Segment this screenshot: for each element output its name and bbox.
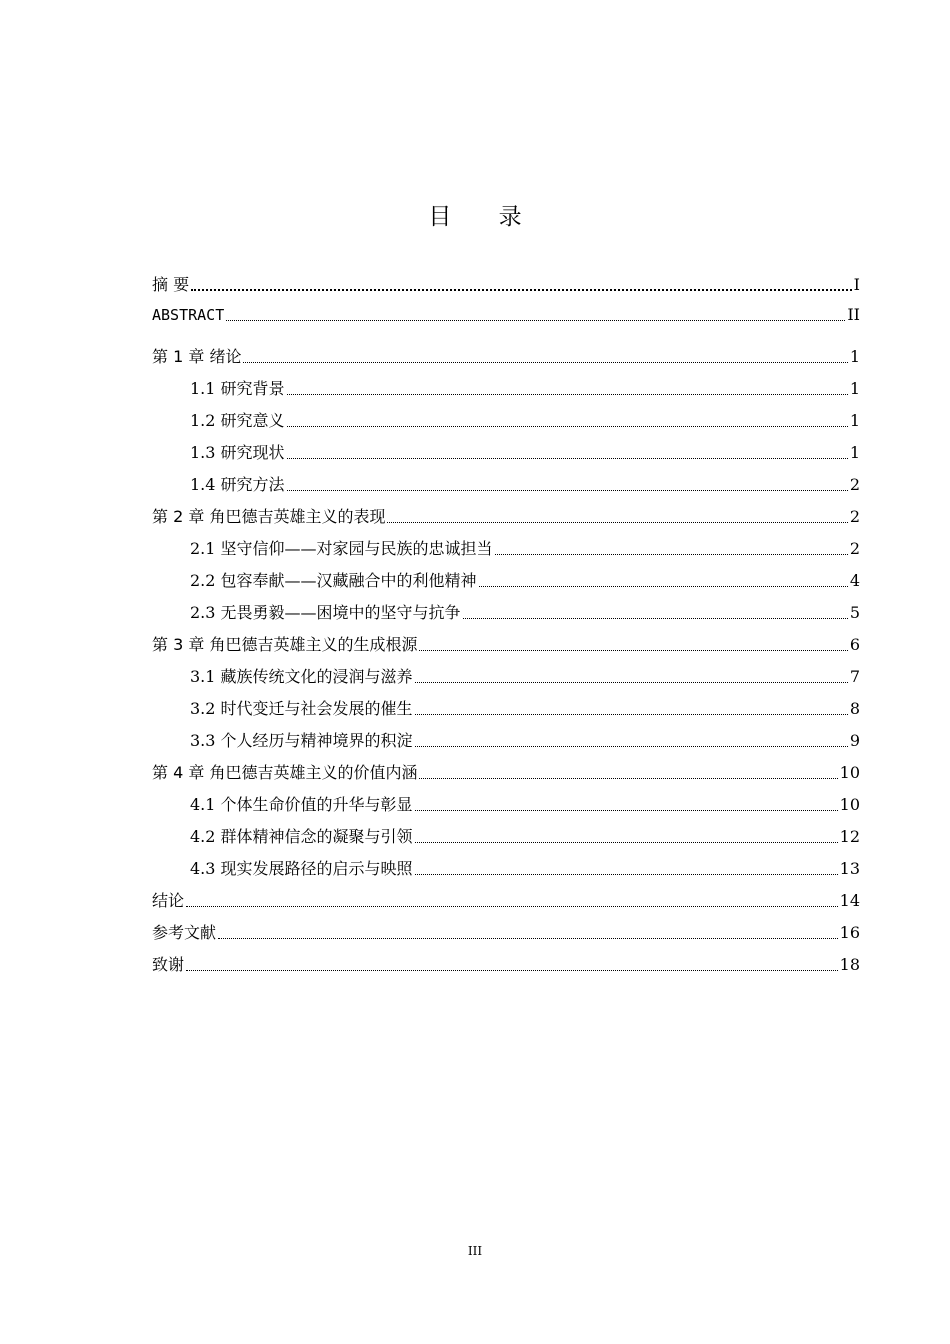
toc-leader-dots [186,970,838,971]
toc-entry-title: 4.3 现实发展路径的启示与映照 [190,859,413,878]
toc-entry-chapter-2[interactable] [152,497,860,527]
toc-entry-title: 2.1 坚守信仰——对家园与民族的忠诚担当 [190,539,493,558]
toc-leader-dots [287,394,848,395]
toc-leader-dots [495,554,848,555]
toc-leader-dots [463,618,848,619]
toc-leader-dots [226,320,845,321]
toc-leader-dots [218,938,838,939]
page-number: III [467,1244,483,1258]
toc-leader-dots [186,906,838,907]
toc-leader-dots [479,586,848,587]
toc-entry-title: 第 4 章 角巴德吉英雄主义的价值内涵 [152,763,418,782]
toc-entry-section-1-3[interactable] [190,433,860,463]
toc-entry-references[interactable] [152,913,860,943]
toc-entry-conclusion[interactable] [152,881,860,911]
toc-entry-title: 3.3 个人经历与精神境界的积淀 [190,731,413,750]
toc-entry-title: 第 1 章 绪论 [152,347,242,366]
toc-entry-chapter-1[interactable] [152,337,860,367]
toc-entry-page: II [847,305,860,324]
toc-entry-title: 结论 [152,891,185,910]
toc-entry-page: I [853,275,860,294]
toc-entry-section-2-3[interactable] [190,593,860,623]
toc-leader-dots [287,490,848,491]
toc-entry-title: 2.2 包容奉献——汉藏融合中的利他精神 [190,571,477,590]
toc-entry-page: 2 [849,475,860,494]
toc-entry-title: 3.1 藏族传统文化的浸润与滋养 [190,667,413,686]
toc-entry-section-1-4[interactable] [190,465,860,495]
toc-entry-section-4-1[interactable] [190,785,860,815]
toc-entry-chapter-3[interactable] [152,625,860,655]
toc-leader-dots [415,842,838,843]
toc-entry-page: 6 [849,635,860,654]
toc-entry-page: 2 [849,507,860,526]
toc-entry-page: 13 [839,859,860,878]
toc-leader-dots [387,522,847,523]
toc-entry-section-2-2[interactable] [190,561,860,591]
toc-entry-title: 1.2 研究意义 [190,411,285,430]
toc-entry-page: 16 [839,923,860,942]
toc-entry-page: 1 [849,379,860,398]
toc-entry-section-3-3[interactable] [190,721,860,751]
toc-leader-dots [415,810,838,811]
toc-entry-title: 1.3 研究现状 [190,443,285,462]
toc-entry-page: 2 [849,539,860,558]
toc-entry-chapter-4[interactable] [152,753,860,783]
toc-entry-page: 18 [839,955,860,974]
toc-entry-title: 第 2 章 角巴德吉英雄主义的表现 [152,507,386,526]
toc-entry-section-4-3[interactable] [190,849,860,879]
toc-entry-title: 参考文献 [152,923,217,942]
toc-entry-abstract-en[interactable] [152,295,860,325]
toc-entry-abstract-cn[interactable] [152,265,860,295]
toc-entry-title: ABSTRACT [152,306,225,324]
toc-entry-title: 2.3 无畏勇毅——困境中的坚守与抗争 [190,603,461,622]
toc-leader-dots [419,650,847,651]
toc-entry-section-4-2[interactable] [190,817,860,847]
toc-entry-title: 4.2 群体精神信念的凝聚与引领 [190,827,413,846]
toc-entry-title: 致谢 [152,955,185,974]
toc-entry-page: 1 [849,347,860,366]
toc-leader-dots [419,778,837,779]
toc-entry-page: 10 [839,763,860,782]
toc-leader-dots [287,426,848,427]
toc-leader-dots [415,714,848,715]
toc-leader-dots [287,458,848,459]
toc-entry-title: 摘 要 [152,275,190,294]
toc-entry-section-1-1[interactable] [190,369,860,399]
toc-entry-page: 7 [849,667,860,686]
toc-entry-title: 1.1 研究背景 [190,379,285,398]
toc-entry-page: 9 [849,731,860,750]
toc-leader-dots [415,746,848,747]
toc-entry-title: 1.4 研究方法 [190,475,285,494]
toc-entry-page: 1 [849,411,860,430]
toc-entry-title: 4.1 个体生命价值的升华与彰显 [190,795,413,814]
toc-entry-title: 3.2 时代变迁与社会发展的催生 [190,699,413,718]
toc-entry-section-3-2[interactable] [190,689,860,719]
toc-entry-acknowledgements[interactable] [152,945,860,975]
toc-leader-dots [243,362,847,363]
toc-entry-title: 第 3 章 角巴德吉英雄主义的生成根源 [152,635,418,654]
toc-entry-page: 10 [839,795,860,814]
toc-entry-page: 8 [849,699,860,718]
toc-entry-page: 1 [849,443,860,462]
toc-entry-page: 12 [839,827,860,846]
toc-entry-section-1-2[interactable] [190,401,860,431]
toc-leader-dots [415,874,838,875]
toc-leader-dots [191,289,852,291]
toc-entry-section-2-1[interactable] [190,529,860,559]
toc-leader-dots [415,682,848,683]
toc-entry-page: 4 [849,571,860,590]
toc-entry-page: 5 [849,603,860,622]
toc-entry-section-3-1[interactable] [190,657,860,687]
toc-entry-page: 14 [839,891,860,910]
page-title: 目 录 [428,204,542,230]
